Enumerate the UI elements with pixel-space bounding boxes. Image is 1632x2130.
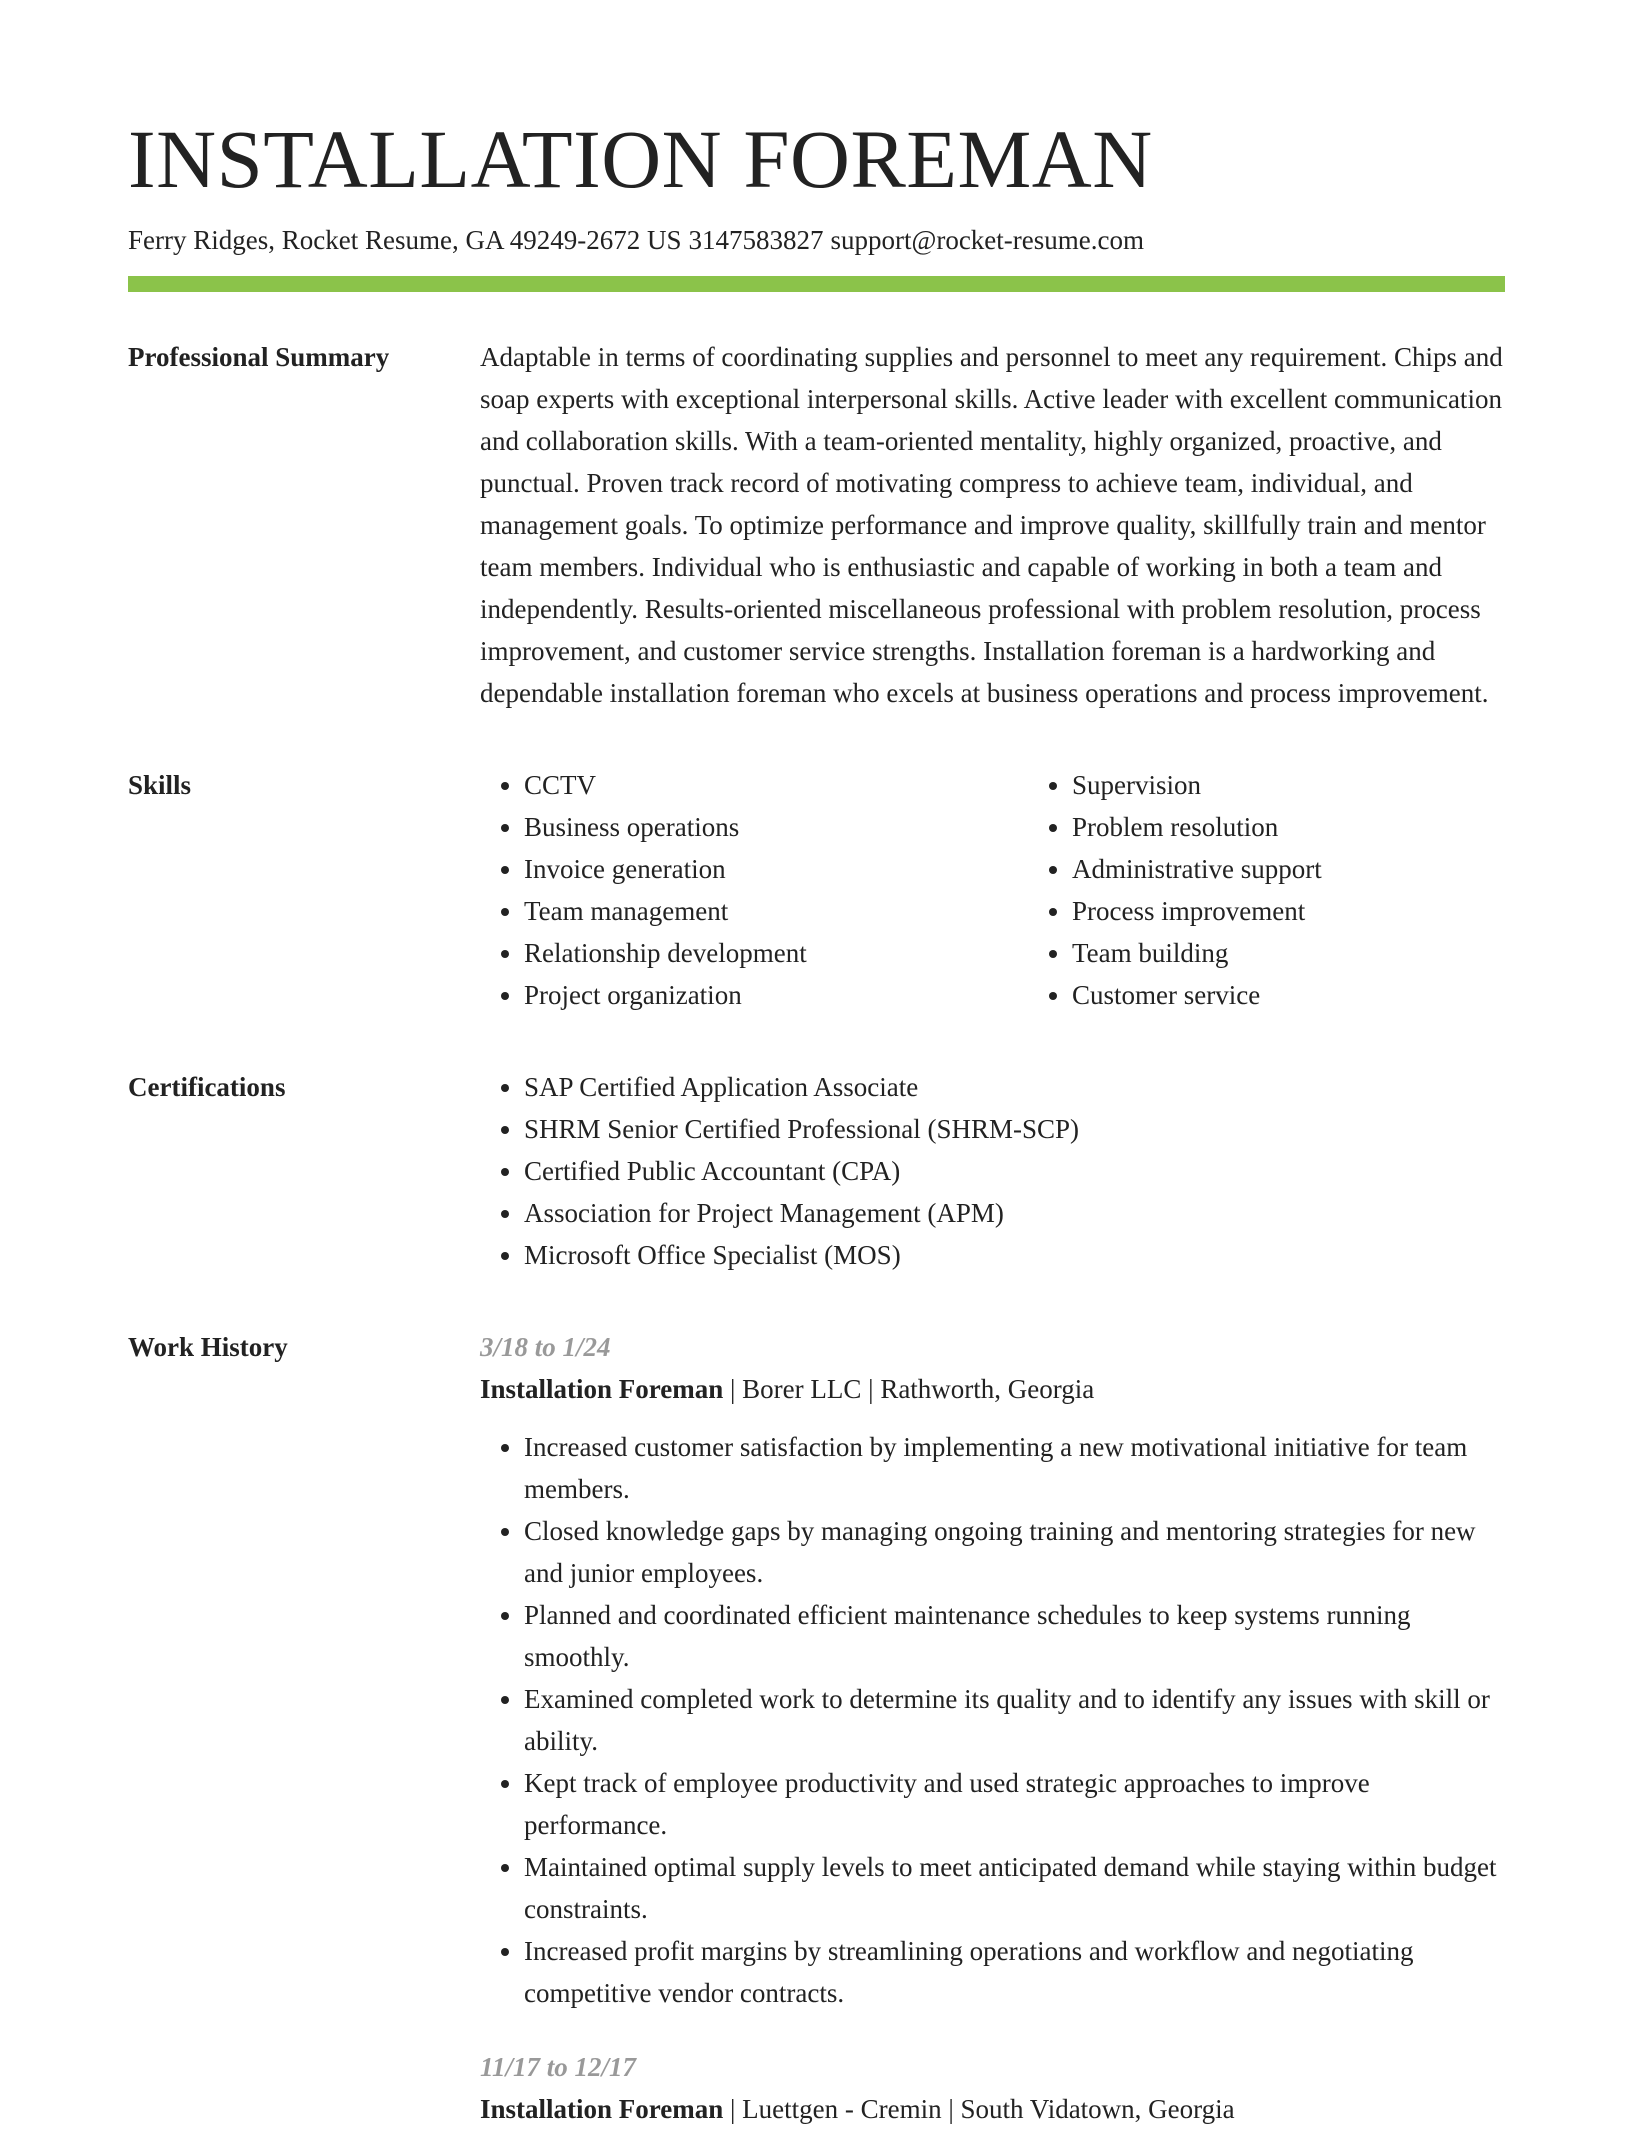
skill-item: • Business operations — [524, 806, 1028, 848]
job-separator: | — [730, 2094, 736, 2125]
skills-list-left — [480, 764, 1028, 1016]
skill-item: • Supervision — [1072, 764, 1505, 806]
certification-item: • SHRM Senior Certified Professional (SHRM-SCP) — [524, 1108, 1505, 1150]
skill-item: • Administrative support — [1072, 848, 1505, 890]
skills-list-right — [1028, 764, 1505, 1016]
work-history-section — [128, 1326, 1505, 2130]
job-separator: | — [868, 1374, 874, 1405]
skill-item: • Invoice generation — [524, 848, 1028, 890]
job-location: Rathworth, Georgia — [880, 1374, 1095, 1405]
skills-heading: Skills — [128, 770, 192, 801]
job-dates: 11/17 to 12/17 — [480, 2052, 637, 2083]
job-bullet: • Closed knowledge gaps by managing ongoing training and mentoring strategies for new and junior employees. — [524, 1510, 1505, 1594]
certifications-section — [128, 1066, 1505, 1276]
job-title: Installation Foreman — [480, 2094, 724, 2125]
certifications-heading: Certifications — [128, 1072, 286, 1103]
job-heading — [480, 2088, 1505, 2130]
job-heading — [480, 1368, 1505, 1410]
job-company: Luettgen - Cremin — [742, 2094, 942, 2125]
resume-page — [128, 0, 1505, 2130]
header-divider — [128, 276, 1505, 292]
certifications-list — [480, 1066, 1505, 1276]
certification-item: • Certified Public Accountant (CPA) — [524, 1150, 1505, 1192]
job-bullets — [480, 1426, 1505, 2014]
job-bullet: • Increased profit margins by streamlining operations and workflow and negotiating competitive vendor contracts. — [524, 1930, 1505, 2014]
job-separator: | — [730, 1374, 736, 1405]
skill-item: • Relationship development — [524, 932, 1028, 974]
skill-item: • Process improvement — [1072, 890, 1505, 932]
work-history-body — [480, 1326, 1505, 2130]
job-bullet: • Increased customer satisfaction by implementing a new motivational initiative for team members. — [524, 1426, 1505, 1510]
skill-item: • CCTV — [524, 764, 1028, 806]
certification-item: • SAP Certified Application Associate — [524, 1066, 1505, 1108]
summary-section — [128, 336, 1505, 714]
certifications-body — [480, 1066, 1505, 1276]
job-entry — [480, 1326, 1505, 2014]
job-bullet: • Planned and coordinated efficient maintenance schedules to keep systems running smoothly. — [524, 1594, 1505, 1678]
work-history-heading: Work History — [128, 1332, 288, 1363]
job-company: Borer LLC — [742, 1374, 862, 1405]
job-bullet: • Examined completed work to determine its quality and to identify any issues with skill or ability. — [524, 1678, 1505, 1762]
skill-item: • Customer service — [1072, 974, 1505, 1016]
contact-email: support@rocket-resume.com — [830, 225, 1144, 255]
job-separator: | — [948, 2094, 954, 2125]
skills-section — [128, 764, 1505, 1016]
job-location: South Vidatown, Georgia — [960, 2094, 1235, 2125]
certification-item: • Association for Project Management (APM) — [524, 1192, 1505, 1234]
summary-heading: Professional Summary — [128, 342, 390, 373]
job-dates: 3/18 to 1/24 — [480, 1332, 611, 1363]
skills-body — [480, 764, 1505, 1016]
summary-text: Adaptable in terms of coordinating supplies and personnel to meet any requirement. Chips and soap experts with exceptional interpersonal skills. Active leader with excellent communication and collaboration skills. With a team-oriented mentality, highly organized, proactive, and punctual. Proven track record of motivating compress to achieve team, individual, and management goals. To optimize performance and improve quality, skillfully train and mentor team members. Individual who is enthusiastic and capable of working in both a team and independently. Results-oriented miscellaneous professional with problem resolution, process improvement, and customer service strengths. Installation foreman is a hardworking and dependable installation foreman who excels at business operations and process improvement. — [480, 342, 1503, 709]
skill-item: • Team management — [524, 890, 1028, 932]
contact-phone: 3147583827 — [688, 225, 824, 255]
skill-item: • Project organization — [524, 974, 1028, 1016]
job-title: Installation Foreman — [480, 1374, 724, 1405]
summary-body — [480, 336, 1505, 714]
job-bullet: • Kept track of employee productivity and used strategic approaches to improve performance. — [524, 1762, 1505, 1846]
certification-item: • Microsoft Office Specialist (MOS) — [524, 1234, 1505, 1276]
contact-address: Ferry Ridges, Rocket Resume, GA 49249-2672 US — [128, 225, 682, 255]
skill-item: • Team building — [1072, 932, 1505, 974]
skill-item: • Problem resolution — [1072, 806, 1505, 848]
resume-name: INSTALLATION FOREMAN — [128, 113, 1153, 205]
contact-line — [128, 224, 1505, 256]
job-entry — [480, 2046, 1505, 2130]
job-bullet: • Maintained optimal supply levels to meet anticipated demand while staying within budget constraints. — [524, 1846, 1505, 1930]
